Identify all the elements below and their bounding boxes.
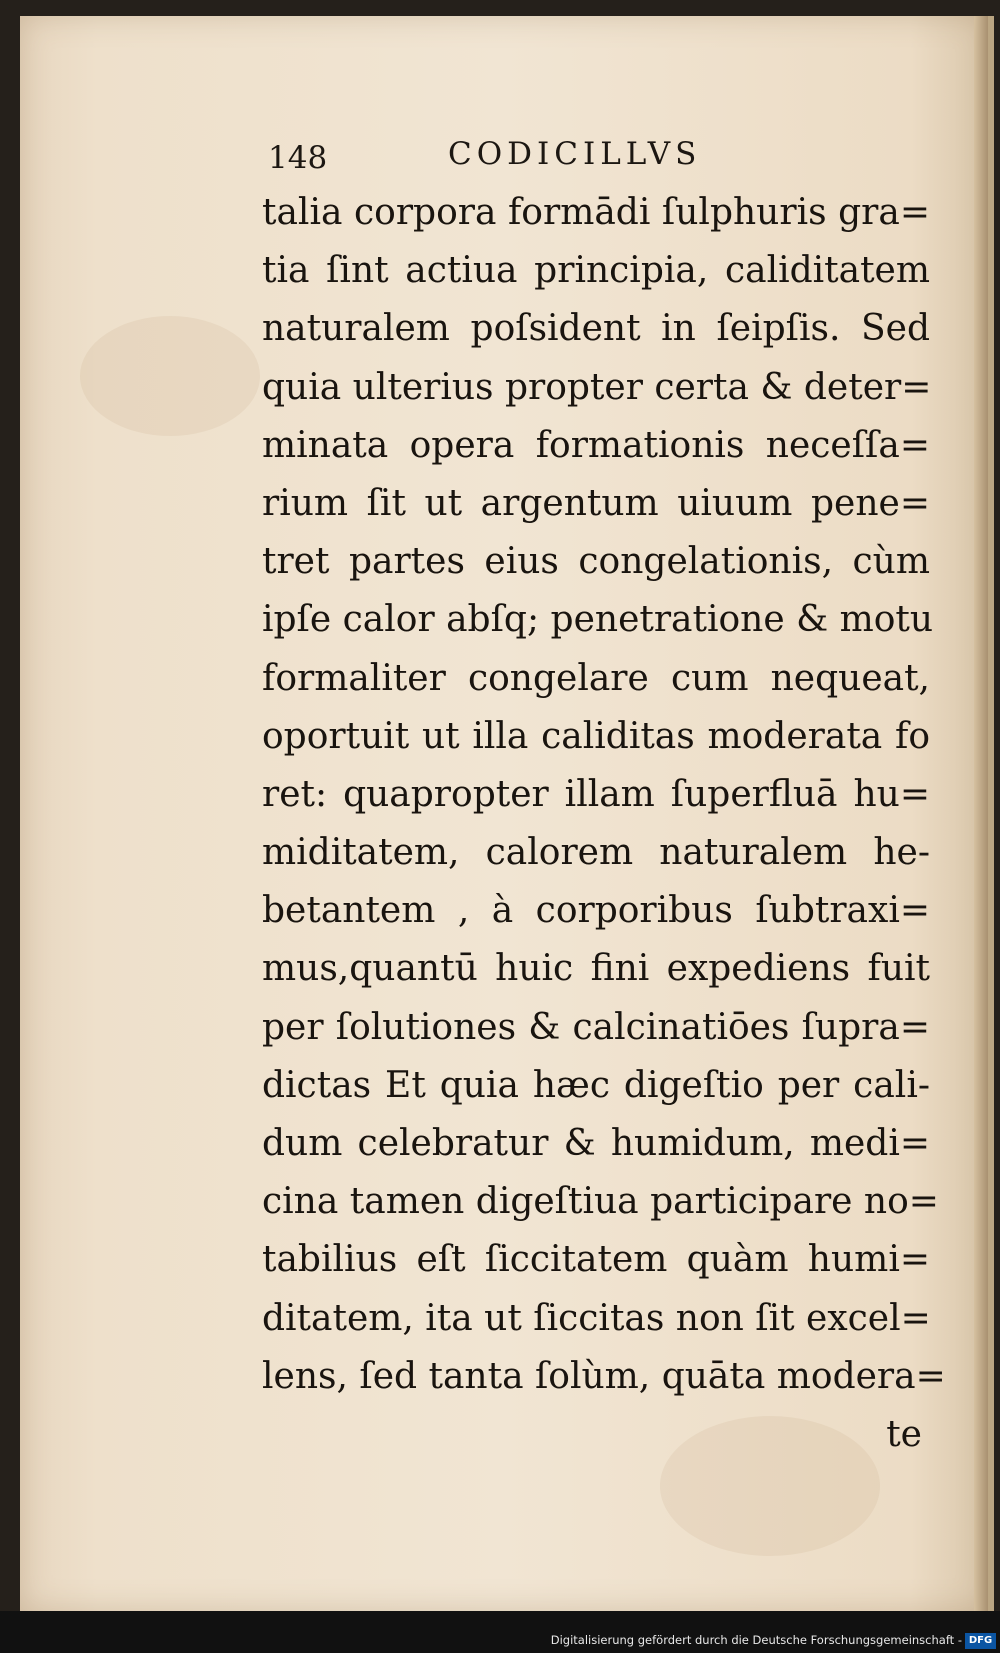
text-line: ret: quapropter illam ſuperfluā hu= (262, 773, 930, 815)
catchword: te (886, 1413, 922, 1455)
text-line: cina tamen digeſtiua participare no= (262, 1181, 939, 1223)
text-line: per ſolutiones & calcinatiōes ſupra= (262, 1006, 930, 1048)
running-head: CODICILLVS (448, 136, 702, 172)
page-number: 148 (268, 140, 328, 176)
paper-stain (80, 316, 260, 436)
text-line: ditatem, ita ut ſiccitas non ſit excel= (262, 1297, 931, 1339)
text-line: dictas Et quia hæc digeſtio per cali- (262, 1064, 930, 1106)
page-header (258, 128, 758, 178)
text-line: quia ulterius propter certa & deter= (262, 366, 932, 408)
dfg-logo: DFG (965, 1633, 996, 1649)
text-line: tabilius eſt ſiccitatem quàm humi= (262, 1239, 930, 1281)
text-line: oportuit ut illa caliditas moderata fo (262, 715, 930, 757)
text-line: dum celebratur & humidum, medi= (262, 1123, 930, 1164)
text-line: talia corpora formādi ſulphuris gra= (262, 192, 930, 233)
body-text (262, 184, 946, 1464)
text-line: ipſe calor abſq; penetratione & motu (262, 599, 934, 641)
text-line: naturalem poſsident in ſeipſis. Sed (262, 308, 930, 350)
text-line: rium ſit ut argentum uiuum pene= (262, 482, 930, 524)
text-line: tret partes eius congelationis, cùm (262, 541, 930, 583)
text-line: tia ſint actiua principia, caliditatem (262, 250, 930, 292)
footer-bar (0, 1611, 1000, 1653)
funding-credit: Digitalisierung gefördert durch die Deutsche Forschungsgemeinschaft - (550, 1633, 962, 1647)
text-line: minata opera formationis neceſſa= (262, 424, 930, 466)
text-line: lens, ſed tanta ſolùm, quāta modera= (262, 1355, 946, 1397)
text-line: betantem , à corporibus ſubtraxi= (262, 890, 930, 932)
text-line: miditatem, calorem naturalem he- (262, 832, 930, 874)
book-page (20, 16, 994, 1611)
text-line: mus,quantū huic fini expediens fuit (262, 948, 930, 990)
text-line: formaliter congelare cum nequeat, (262, 657, 930, 699)
page-edge (974, 16, 988, 1611)
